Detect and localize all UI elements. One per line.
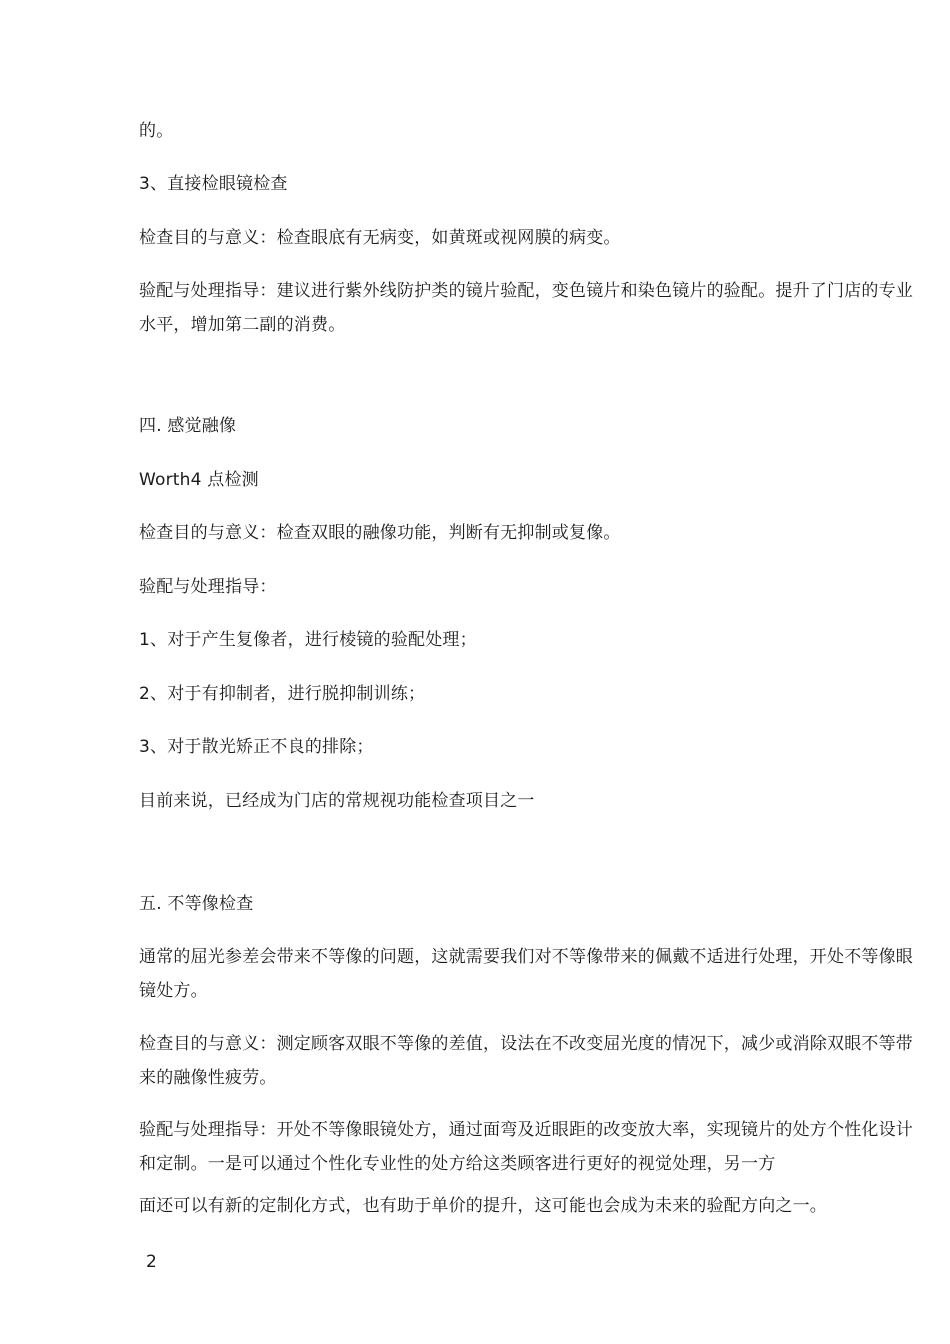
text-line: 验配与处理指导：	[139, 577, 277, 597]
list-item: 3、对于散光矫正不良的排除；	[139, 737, 374, 757]
text-line: 面还可以有新的定制化方式，也有助于单价的提升，这可能也会成为未来的验配方向之一。	[139, 1196, 827, 1216]
paragraph: 通常的屈光参差会带来不等像的问题，这就需要我们对不等像带来的佩戴不适进行处理，开处不等像眼镜处方。	[139, 947, 913, 1001]
paragraph: 验配与处理指导：建议进行紫外线防护类的镜片验配，变色镜片和染色镜片的验配。提升了门店的专业水平，增加第二副的消费。	[139, 281, 913, 335]
list-item: 2、对于有抑制者，进行脱抑制训练；	[139, 684, 426, 704]
list-item: 1、对于产生复像者，进行棱镜的验配处理；	[139, 630, 477, 650]
document-page	[139, 0, 929, 1344]
page-number: 2	[146, 1252, 157, 1272]
section-heading: 四. 感觉融像	[139, 416, 237, 436]
paragraph: 验配与处理指导：开处不等像眼镜处方，通过面弯及近眼距的改变放大率，实现镜片的处方个性化设计和定制。一是可以通过个性化专业性的处方给这类顾客进行更好的视觉处理，另一方	[139, 1120, 913, 1174]
text-line: 检查目的与意义：检查眼底有无病变，如黄斑或视网膜的病变。	[139, 228, 621, 248]
section-subheading: Worth4 点检测	[139, 470, 259, 490]
section-subheading: 3、直接检眼镜检查	[139, 174, 288, 194]
section-heading: 五. 不等像检查	[139, 894, 254, 914]
paragraph: 检查目的与意义：测定顾客双眼不等像的差值，设法在不改变屈光度的情况下，减少或消除双眼不等带来的融像性疲劳。	[139, 1034, 913, 1088]
text-line: 检查目的与意义：检查双眼的融像功能，判断有无抑制或复像。	[139, 523, 621, 543]
text-line: 目前来说，已经成为门店的常规视功能检查项目之一	[139, 791, 535, 811]
text-line: 的。	[139, 121, 174, 141]
